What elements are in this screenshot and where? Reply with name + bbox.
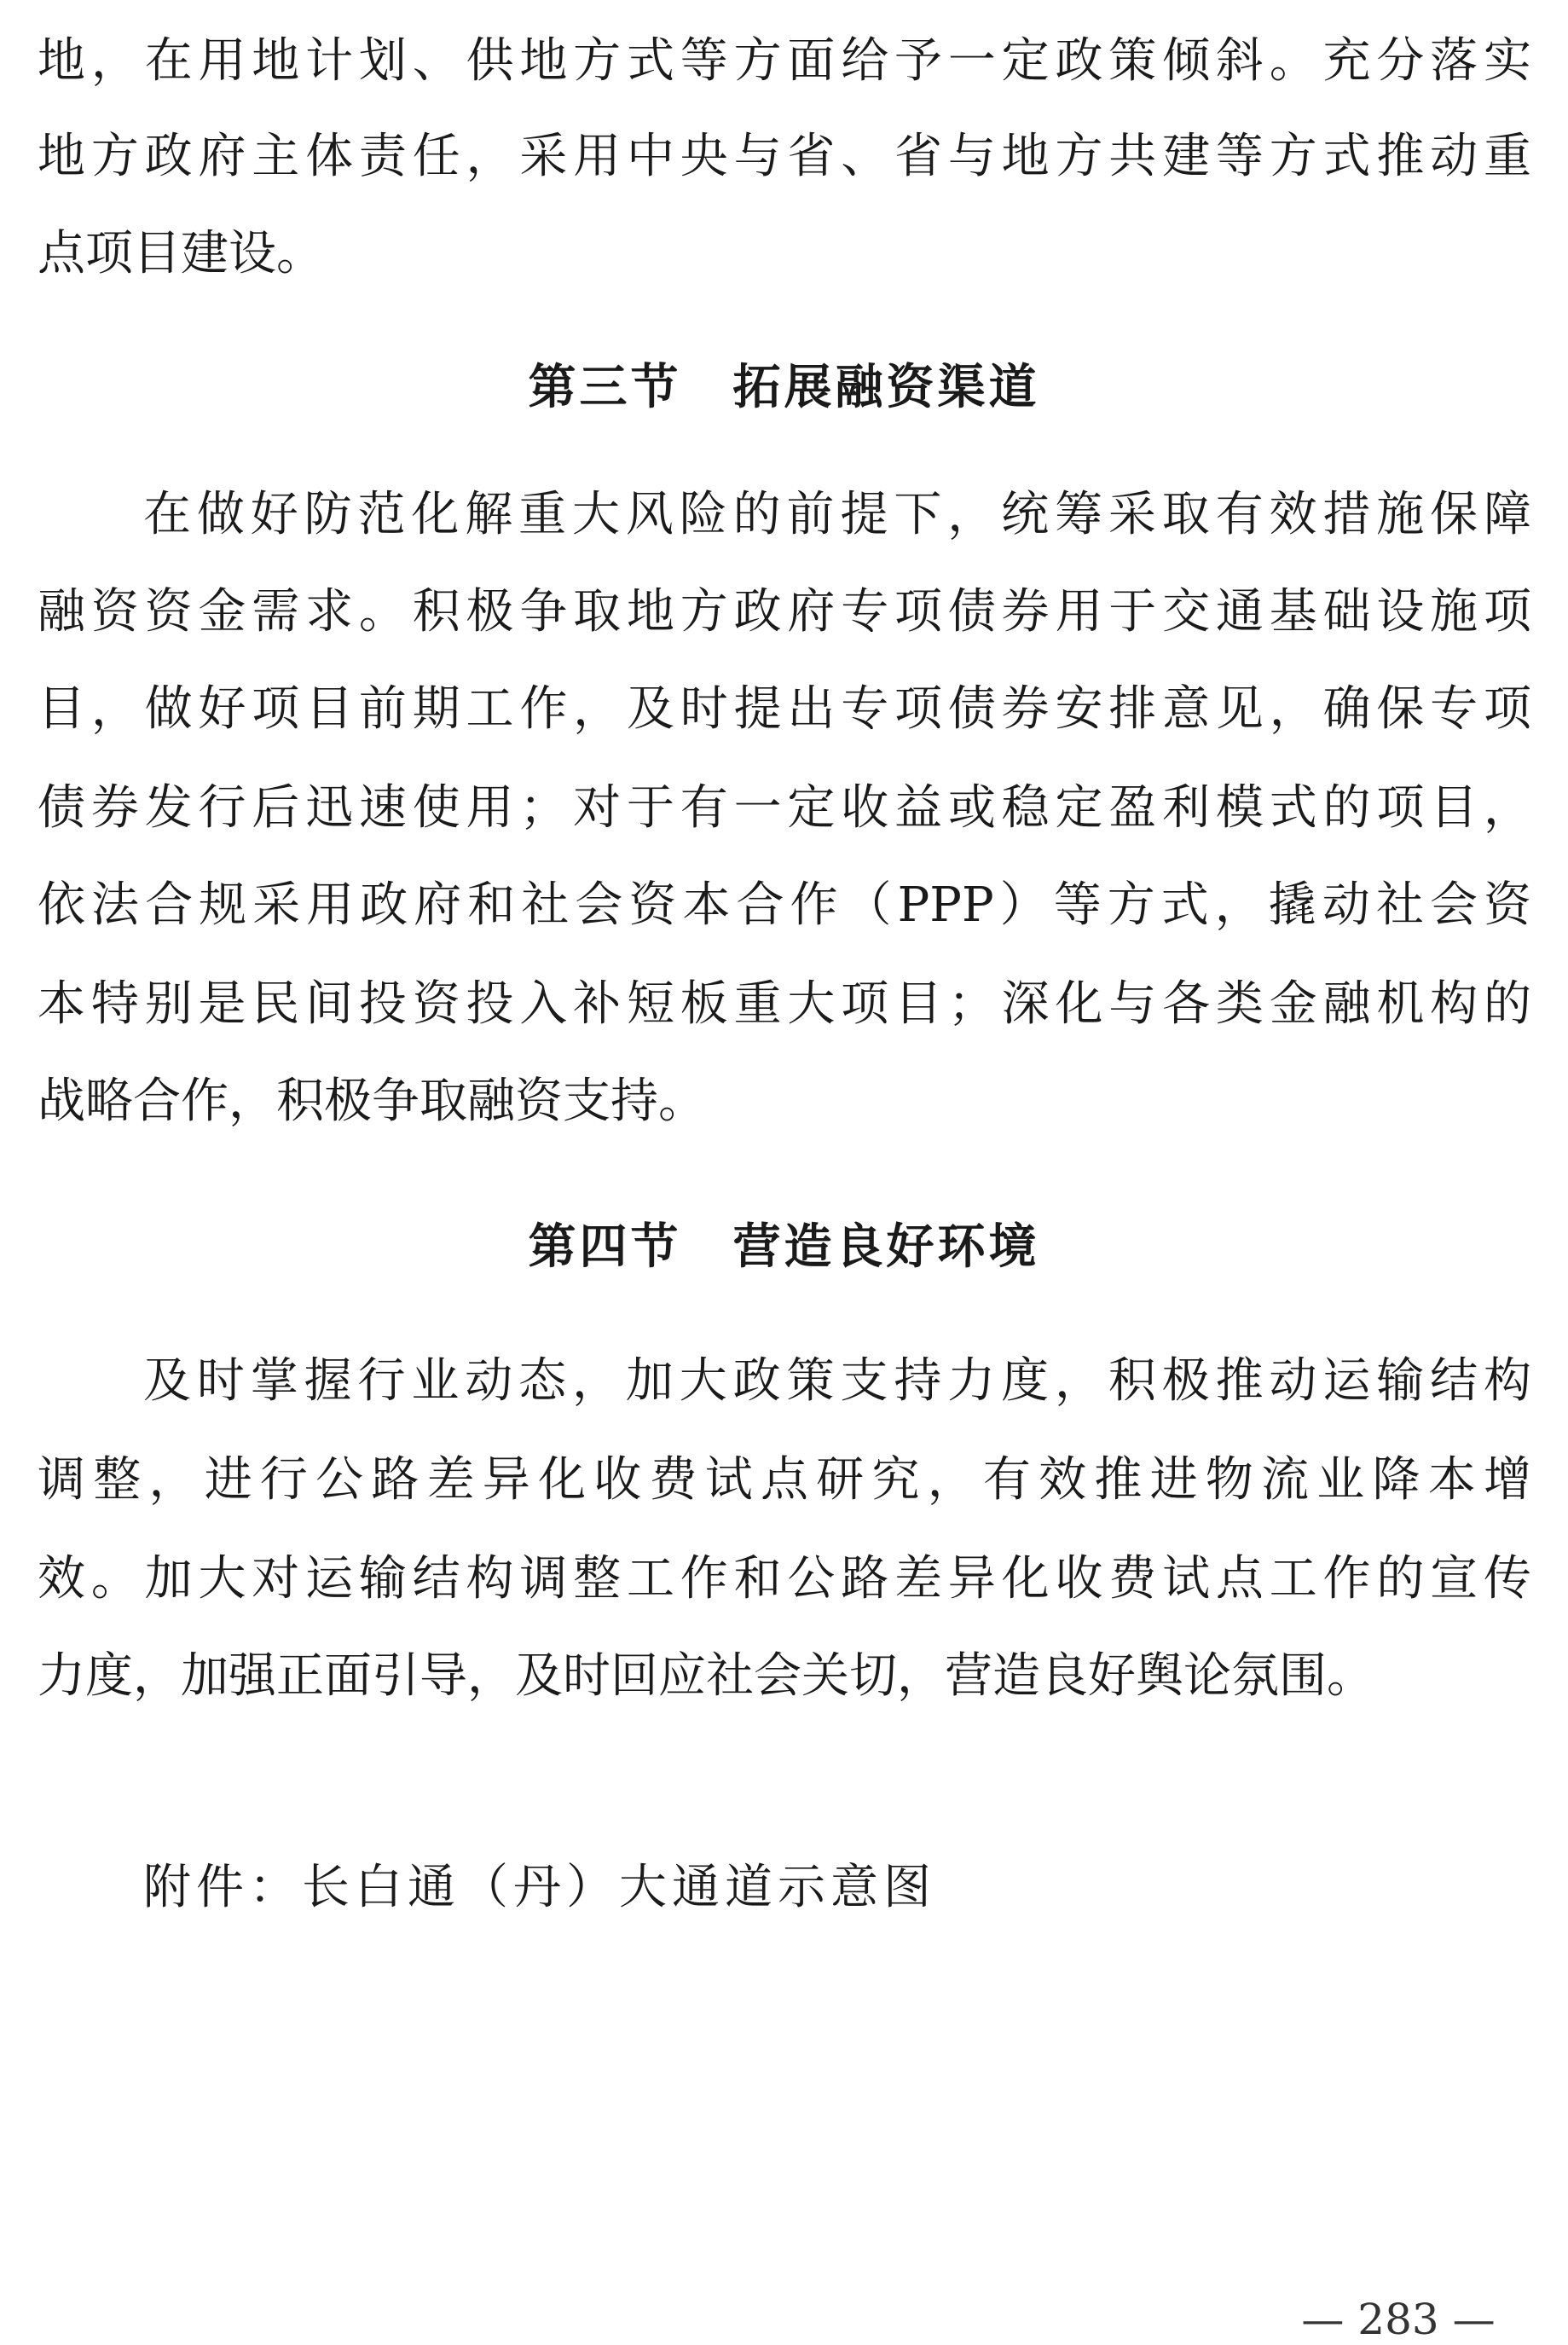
paragraph-line: 依法合规采用政府和社会资本合作（PPP）等方式，撬动社会资 <box>38 877 1531 933</box>
page-number: — 283 — <box>1301 2295 1496 2344</box>
paragraph-line: 点项目建设。 <box>38 226 324 281</box>
paragraph-line: 本特别是民间投资投入补短板重大项目；深化与各类金融机构的 <box>38 976 1531 1032</box>
paragraph-line: 在做好防范化解重大风险的前提下，统筹采取有效措施保障 <box>143 487 1531 542</box>
paragraph-line: 调整，进行公路差异化收费试点研究，有效推进物流业降本增 <box>38 1452 1531 1508</box>
paragraph-line: 地，在用地计划、供地方式等方面给予一定政策倾斜。充分落实 <box>38 33 1531 89</box>
paragraph-line: 地方政府主体责任，采用中央与省、省与地方共建等方式推动重 <box>38 129 1531 184</box>
attachment-note: 附件：长白通（丹）大通道示意图 <box>143 1860 936 1915</box>
paragraph-line: 目，做好项目前期工作，及时提出专项债券安排意见，确保专项 <box>38 681 1531 737</box>
paragraph-line: 及时掌握行业动态，加大政策支持力度，积极推动运输结构 <box>143 1353 1531 1409</box>
paragraph-line: 债券发行后迅速使用；对于有一定收益或稳定盈利模式的项目， <box>38 780 1531 836</box>
paragraph-line: 战略合作，积极争取融资支持。 <box>38 1074 706 1129</box>
paragraph-line: 力度，加强正面引导，及时回应社会关切，营造良好舆论氛围。 <box>38 1648 1374 1704</box>
paragraph-line: 效。加大对运输结构调整工作和公路差异化收费试点工作的宣传 <box>38 1551 1531 1607</box>
paragraph-line: 融资资金需求。积极争取地方政府专项债券用于交通基础设施项 <box>38 584 1531 640</box>
section-heading: 第四节 营造良好环境 <box>528 1219 1040 1275</box>
section-heading: 第三节 拓展融资渠道 <box>528 359 1040 415</box>
